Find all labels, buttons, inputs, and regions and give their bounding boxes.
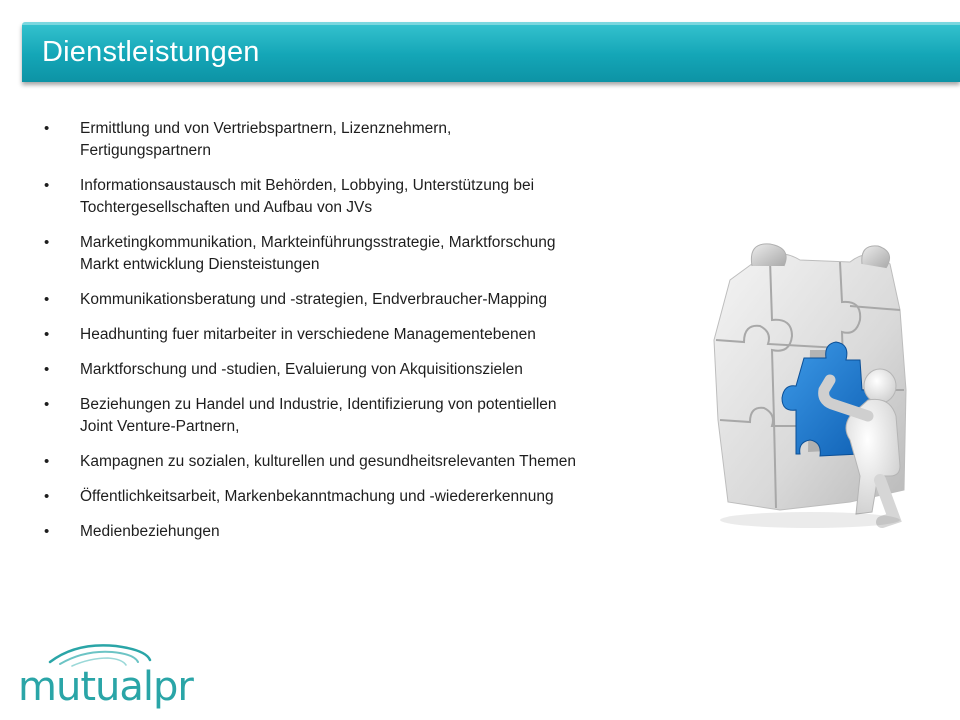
slide-title: Dienstleistungen <box>42 36 260 68</box>
bullet-item <box>44 394 694 438</box>
bullet-item <box>44 359 694 381</box>
bullet-item <box>44 521 694 543</box>
bullet-text: Medienbeziehungen <box>80 523 220 540</box>
puzzle-figure-icon <box>700 240 922 532</box>
bullet-text: Marktforschung und -studien, Evaluierung von Akquisitionszielen <box>80 361 523 378</box>
bullet-dot: • <box>44 291 50 308</box>
bullet-text: Fertigungspartnern <box>80 142 211 159</box>
bullet-item <box>44 451 694 473</box>
mutualpr-logo <box>12 640 193 710</box>
bullet-dot: • <box>44 396 50 413</box>
bullet-dot: • <box>44 234 50 251</box>
bullet-item <box>44 289 694 311</box>
bullet-text: Tochtergesellschaften und Aufbau von JVs <box>80 199 373 216</box>
bullet-dot: • <box>44 523 50 540</box>
bullet-text: Beziehungen zu Handel und Industrie, Identifizierung von potentiellen <box>80 396 557 413</box>
bullet-text: Öffentlichkeitsarbeit, Markenbekanntmachung und -wiedererkennung <box>80 488 554 505</box>
bullet-item <box>44 232 694 276</box>
bullet-item <box>44 175 694 219</box>
bullet-text: Marketingkommunikation, Markteinführungsstrategie, Marktforschung <box>80 234 556 251</box>
bullet-dot: • <box>44 488 50 505</box>
bullet-text: Kampagnen zu sozialen, kulturellen und gesundheitsrelevanten Themen <box>80 453 577 470</box>
bullet-dot: • <box>44 326 50 343</box>
bullet-item <box>44 324 694 346</box>
bullet-text: Headhunting fuer mitarbeiter in verschiedene Managementebenen <box>80 326 536 343</box>
bullet-text: Markt entwicklung Diensteistungen <box>80 256 320 273</box>
title-bar <box>22 22 960 82</box>
bullet-item <box>44 486 694 508</box>
bullet-item <box>44 118 694 162</box>
bullet-dot: • <box>44 361 50 378</box>
bullet-text: Informationsaustausch mit Behörden, Lobbying, Unterstützung bei <box>80 177 535 194</box>
bullet-list <box>44 118 694 556</box>
bullet-dot: • <box>44 177 50 194</box>
bullet-text: Joint Venture-Partnern, <box>80 418 240 435</box>
bullet-text: Ermittlung und von Vertriebspartnern, Lizenznehmern, <box>80 120 452 137</box>
logo-text: mutualpr <box>18 664 193 710</box>
bullet-dot: • <box>44 120 50 137</box>
bullet-dot: • <box>44 453 50 470</box>
bullet-text: Kommunikationsberatung und -strategien, Endverbraucher-Mapping <box>80 291 547 308</box>
